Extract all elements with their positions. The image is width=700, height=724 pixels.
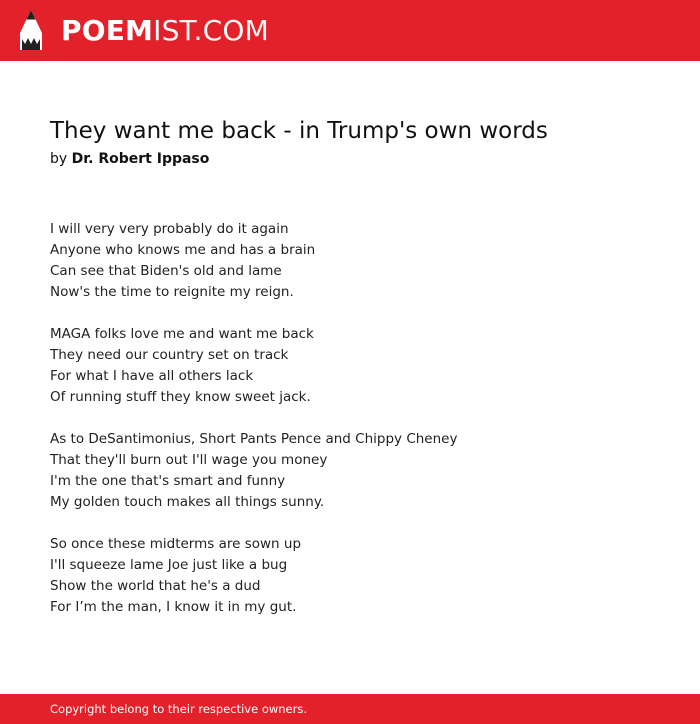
- poem-title: They want me back - in Trump's own words: [50, 118, 548, 144]
- site-footer: [0, 694, 700, 724]
- logo-bold-part: POEM: [61, 14, 154, 47]
- poem-line: I will very very probably do it again: [50, 221, 289, 237]
- pencil-tip-icon: [18, 9, 44, 53]
- stanza-1: [50, 219, 670, 303]
- poem-line: MAGA folks love me and want me back: [50, 326, 314, 342]
- poem-body: [50, 219, 670, 639]
- author-link[interactable]: Dr. Robert Ippaso: [71, 151, 210, 167]
- poem-line: Now's the time to reignite my reign.: [50, 284, 294, 300]
- poem-byline: [50, 149, 209, 169]
- byline-prefix: by: [50, 151, 68, 167]
- poem-line: That they'll burn out I'll wage you money: [50, 452, 328, 468]
- stanza-2: [50, 324, 670, 408]
- site-logo-link[interactable]: [18, 9, 269, 53]
- poem-line: Can see that Biden's old and lame: [50, 263, 282, 279]
- poem-line: So once these midterms are sown up: [50, 536, 302, 552]
- copyright-notice: Copyright belong to their respective owners.: [50, 702, 308, 716]
- poem-line: Of running stuff they know sweet jack.: [50, 389, 311, 405]
- poem-line: My golden touch makes all things sunny.: [50, 494, 325, 510]
- poem-line: As to DeSantimonius, Short Pants Pence and Chippy Cheney: [50, 431, 458, 447]
- logo-light-part: IST.COM: [153, 14, 269, 47]
- poem-line: Show the world that he's a dud: [50, 578, 261, 594]
- poem-line: I'm the one that's smart and funny: [50, 473, 286, 489]
- poem-line: Anyone who knows me and has a brain: [50, 242, 316, 258]
- poem-line: They need our country set on track: [50, 347, 289, 363]
- stanza-4: [50, 534, 670, 618]
- poem-line: For what I have all others lack: [50, 368, 254, 384]
- stanza-3: [50, 429, 670, 513]
- site-logo-text: [61, 14, 269, 47]
- poem-line: For I’m the man, I know it in my gut.: [50, 599, 297, 615]
- site-header: [0, 0, 700, 61]
- poem-line: I'll squeeze lame Joe just like a bug: [50, 557, 288, 573]
